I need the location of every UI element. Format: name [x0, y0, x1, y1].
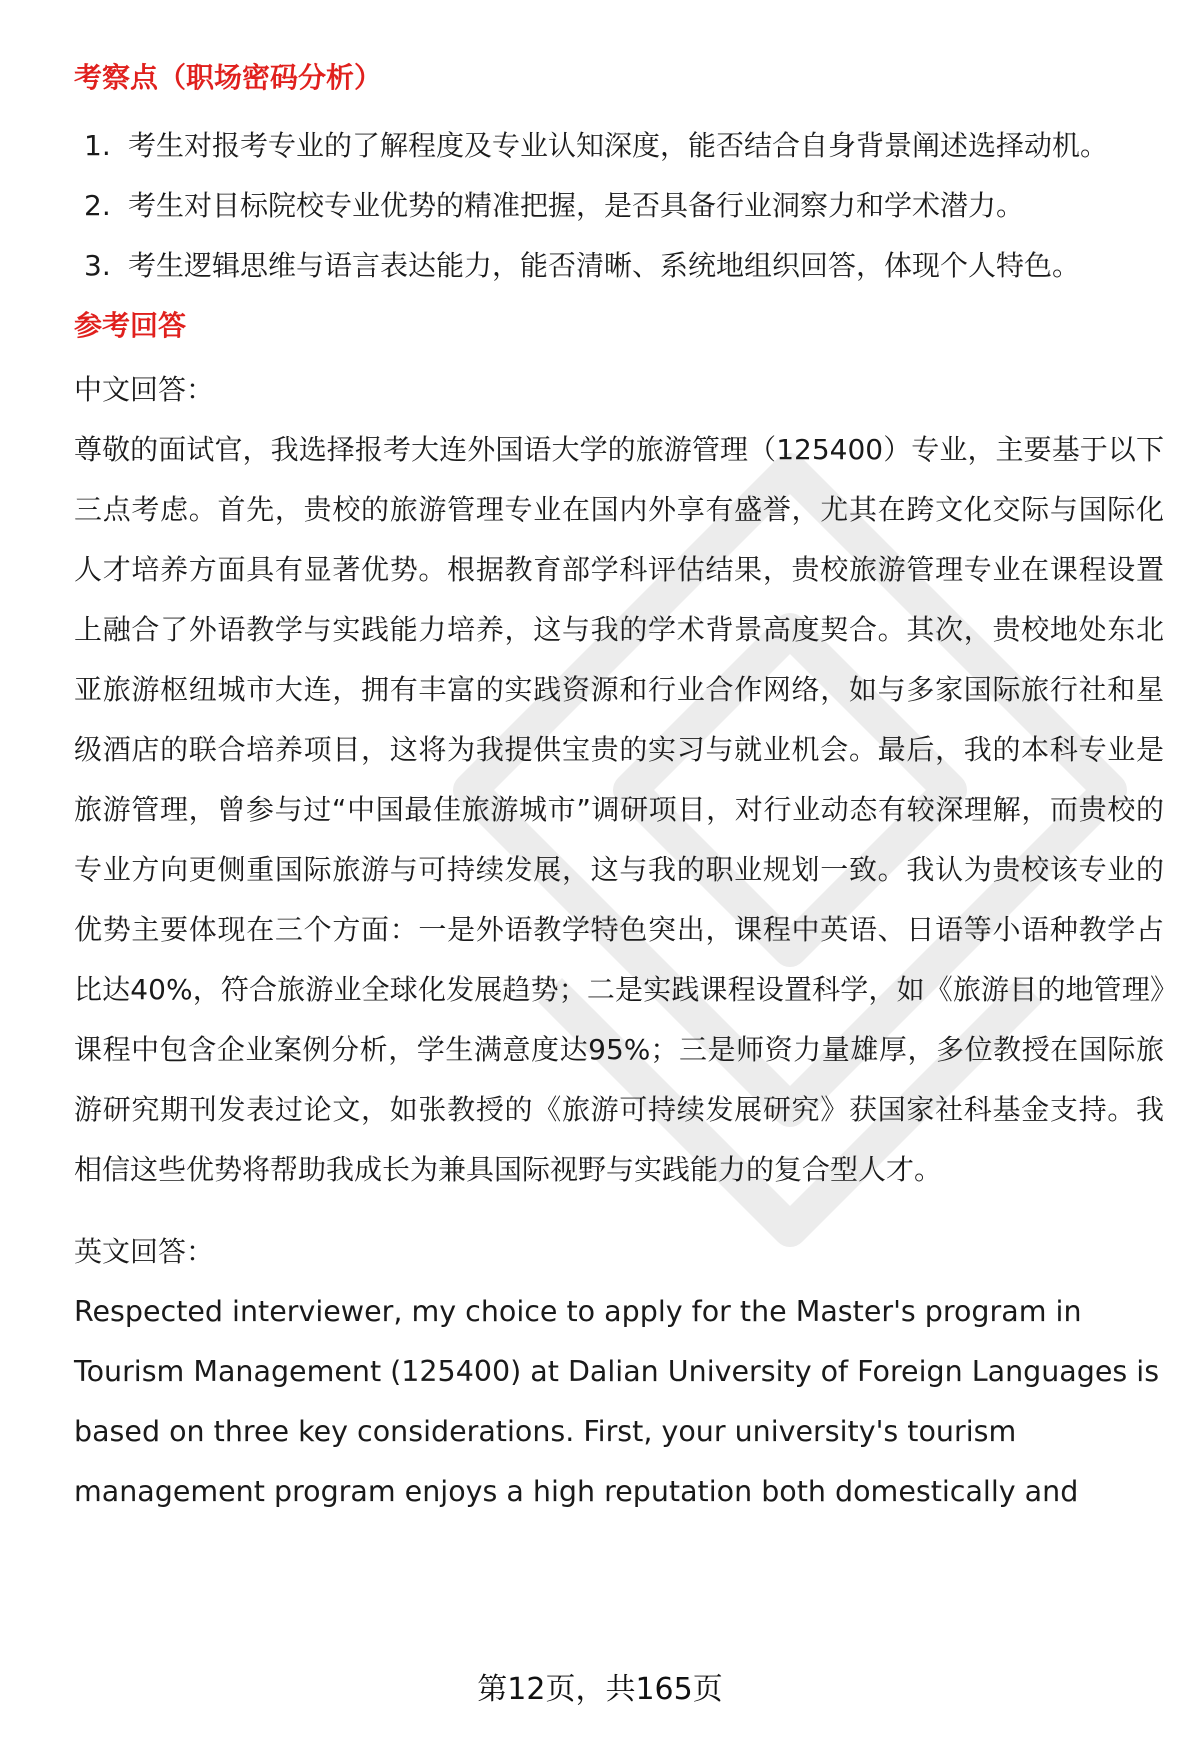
list-item — [74, 116, 1164, 176]
list-item-number: 2. — [84, 189, 111, 222]
list-item — [74, 236, 1164, 296]
focus-list — [74, 116, 1164, 296]
list-item-text: 考生对目标院校专业优势的精准把握，是否具备行业洞察力和学术潜力。 — [128, 189, 1025, 222]
chinese-answer-text: 尊敬的面试官，我选择报考大连外国语大学的旅游管理（125400）专业，主要基于以下三点考虑。首先，贵校的旅游管理专业在国内外享有盛誉，尤其在跨文化交际与国际化人才培养方面具有显著优势。根据教育部学科评估结果，贵校旅游管理专业在课程设置上融合了外语教学与实践能力培养，这与我的学术背景高度契合。其次，贵校地处东北亚旅游枢纽城市大连，拥有丰富的实践资源和行业合作网络，如与多家国际旅行社和星级酒店的联合培养项目，这将为我提供宝贵的实习与就业机会。最后，我的本科专业是旅游管理，曾参与过“中国最佳旅游城市”调研项目，对行业动态有较深理解，而贵校的专业方向更侧重国际旅游与可持续发展，这与我的职业规划一致。我认为贵校该专业的优势主要体现在三个方面：一是外语教学特色突出，课程中英语、日语等小语种教学占比达40%，符合旅游业全球化发展趋势；二是实践课程设置科学，如《旅游目的地管理》课程中包含企业案例分析，学生满意度达95%；三是师资力量雄厚，多位教授在国际旅游研究期刊发表过论文，如张教授的《旅游可持续发展研究》获国家社科基金支持。我相信这些优势将帮助我成长为兼具国际视野与实践能力的复合型人才。 — [74, 433, 1164, 1186]
chinese-answer-label: 中文回答： — [74, 373, 215, 406]
list-item-number: 3. — [84, 249, 111, 282]
list-item-text: 考生对报考专业的了解程度及专业认知深度，能否结合自身背景阐述选择动机。 — [128, 129, 1109, 162]
list-item — [74, 176, 1164, 236]
english-answer-text: Respected interviewer, my choice to apply for the Master's program in Tourism Management (125400) at Dalian University of Foreign Languages is based on three key considerations. First, your university's tourism management program enjoys a high reputation both domestically and — [74, 1295, 1160, 1508]
page-indicator: 第12页，共165页 — [477, 1672, 723, 1707]
english-answer-label: 英文回答： — [74, 1235, 215, 1268]
list-item-number: 1. — [84, 129, 111, 162]
focus-heading: 考察点（职场密码分析） — [74, 61, 383, 94]
document-page — [74, 58, 1164, 1522]
list-item-text: 考生逻辑思维与语言表达能力，能否清晰、系统地组织回答，体现个人特色。 — [128, 249, 1081, 282]
answer-heading: 参考回答 — [74, 309, 187, 342]
